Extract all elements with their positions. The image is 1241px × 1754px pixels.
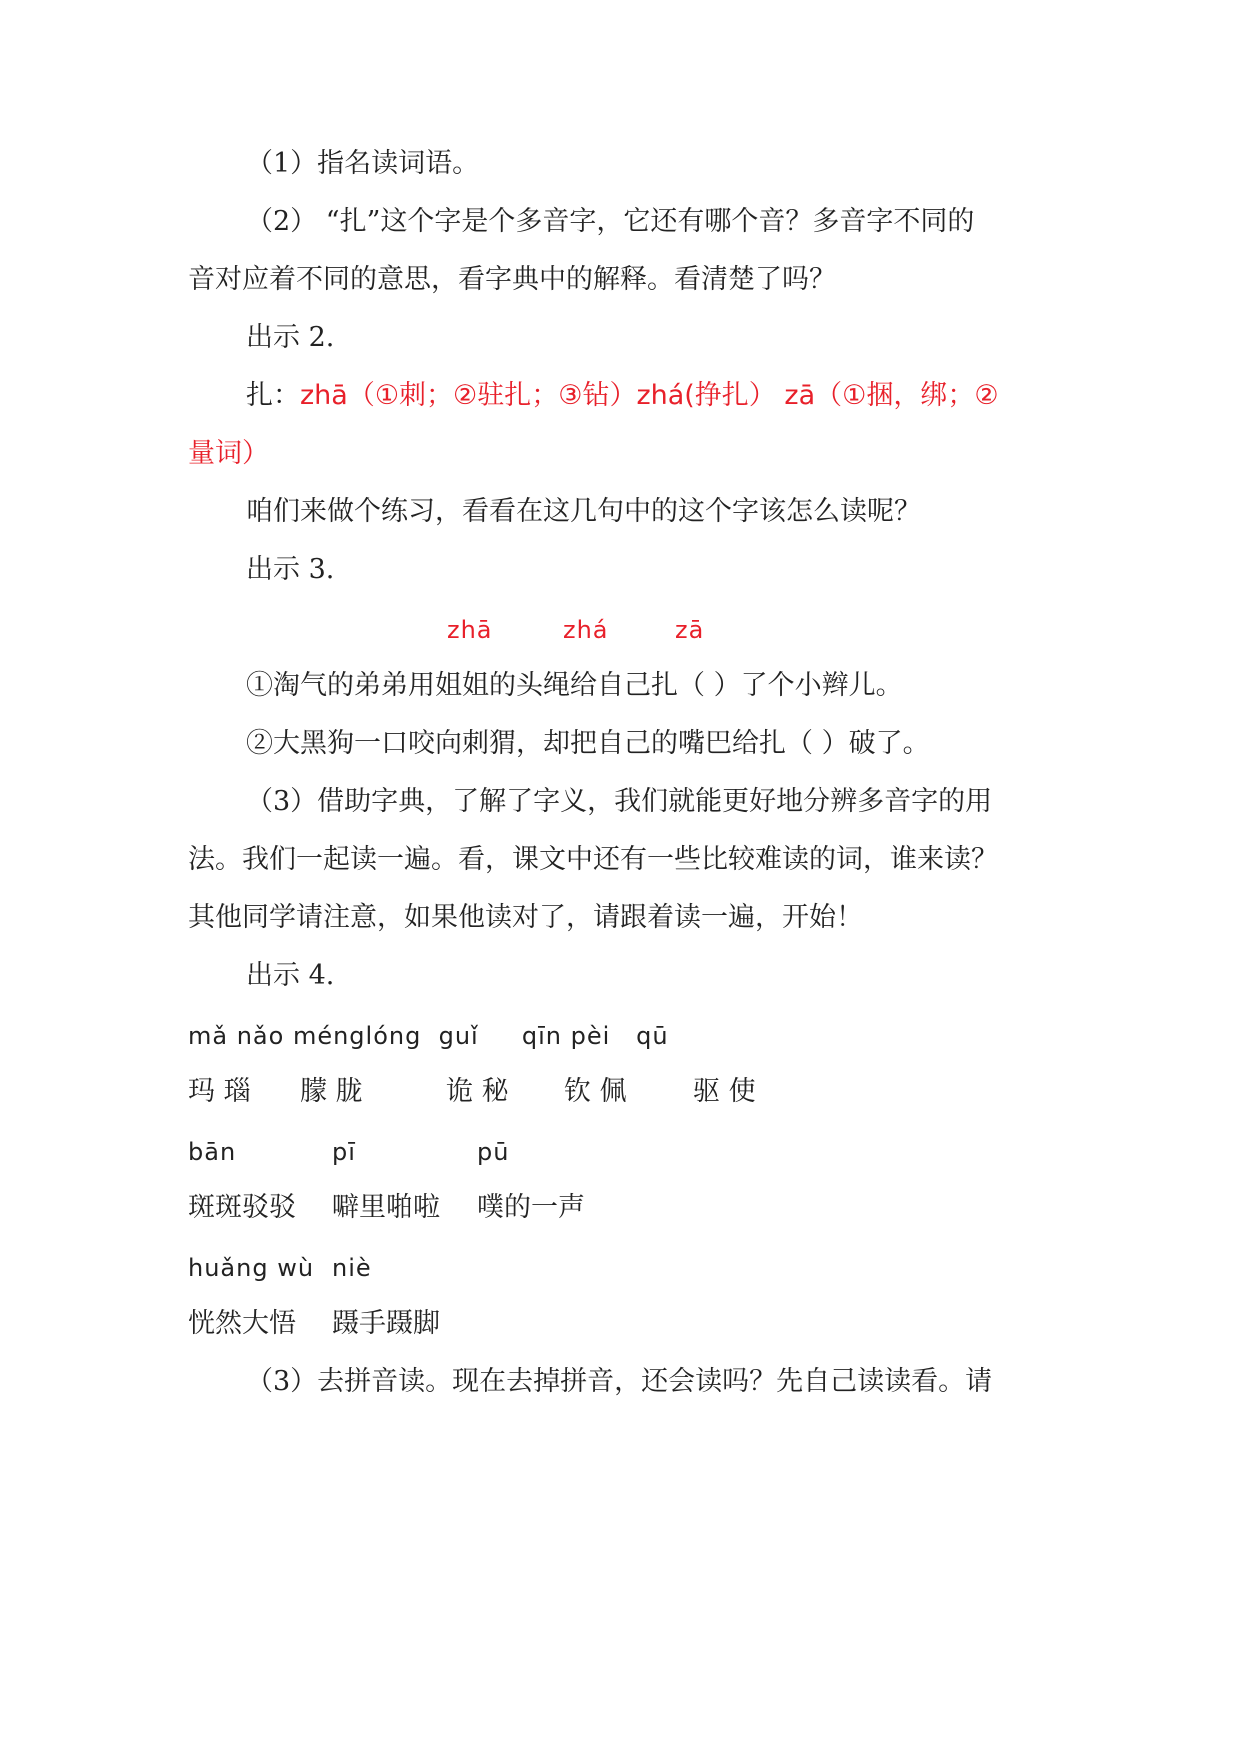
- pinyin-row-3: [188, 1248, 888, 1288]
- practice-sentence-1: ①淘气的弟弟用姐姐的头绳给自己扎（ ）了个小辫儿。: [246, 670, 903, 701]
- word-pudeyisheng: 噗的一声: [477, 1192, 585, 1223]
- pinyin-pi: pī: [332, 1138, 356, 1166]
- pinyin-row-2: [188, 1132, 888, 1172]
- word-qushi: 驱 使: [693, 1076, 756, 1107]
- step-2-text-line1: （2） “扎”这个字是个多音字，它还有哪个音？多音字不同的: [246, 206, 975, 237]
- pinyin-huangwu: huǎng wù: [188, 1254, 315, 1282]
- word-pilipala: 噼里啪啦: [332, 1192, 440, 1223]
- zha-definition-line1: [246, 376, 999, 416]
- pinyin-option-zha2: zhá: [563, 616, 609, 644]
- word-nieshounijiao: 蹑手蹑脚: [332, 1308, 440, 1339]
- word-qinpei: 钦 佩: [564, 1076, 627, 1107]
- pinyin-option-zha1: zhā: [447, 616, 493, 644]
- word-menglong: 朦 胧: [300, 1076, 363, 1107]
- word-row-2: [188, 1188, 888, 1228]
- word-banbanbobo: 斑斑驳驳: [188, 1192, 296, 1223]
- step-2-text-line2: 音对应着不同的意思，看字典中的解释。看清楚了吗？: [188, 264, 836, 295]
- show-2-label: 出示 2.: [246, 322, 335, 353]
- step-3-text-line3: 其他同学请注意，如果他读对了，请跟着读一遍，开始！: [188, 902, 863, 933]
- word-row-1: [188, 1072, 888, 1112]
- step-3b-text: （3）去拼音读。现在去掉拼音，还会读吗？先自己读读看。请: [246, 1366, 993, 1397]
- step-3-text-line1: （3）借助字典，了解了字义，我们就能更好地分辨多音字的用: [246, 786, 993, 817]
- zha-definition-line2: 量词）: [188, 438, 269, 469]
- word-guimi: 诡 秘: [446, 1076, 509, 1107]
- word-manao: 玛 瑙: [188, 1076, 251, 1107]
- pinyin-ban: bān: [188, 1138, 237, 1166]
- pinyin-pu: pū: [477, 1138, 510, 1166]
- show-3-label: 出示 3.: [246, 554, 335, 585]
- show-4-label: 出示 4.: [246, 960, 335, 991]
- practice-prompt: 咱们来做个练习，看看在这几句中的这个字该怎么读呢？: [246, 496, 921, 527]
- word-row-3: [188, 1304, 888, 1344]
- step-3-text-line2: 法。我们一起读一遍。看，课文中还有一些比较难读的词，谁来读？: [188, 844, 998, 875]
- pinyin-row-1: mǎ nǎo ménglóng guǐ qīn pèi qū: [188, 1022, 669, 1050]
- step-1-text: （1）指名读词语。: [246, 148, 480, 179]
- pinyin-nie: niè: [332, 1254, 372, 1282]
- pinyin-option-za: zā: [675, 616, 705, 644]
- zha-definition: zhā（①刺；②驻扎；③钻）zhá(挣扎） zā（①捆，绑；②: [300, 380, 999, 411]
- word-huangrandawu: 恍然大悟: [188, 1308, 296, 1339]
- zha-label: 扎：: [246, 380, 300, 411]
- practice-sentence-2: ②大黑狗一口咬向刺猬，却把自己的嘴巴给扎（ ）破了。: [246, 728, 930, 759]
